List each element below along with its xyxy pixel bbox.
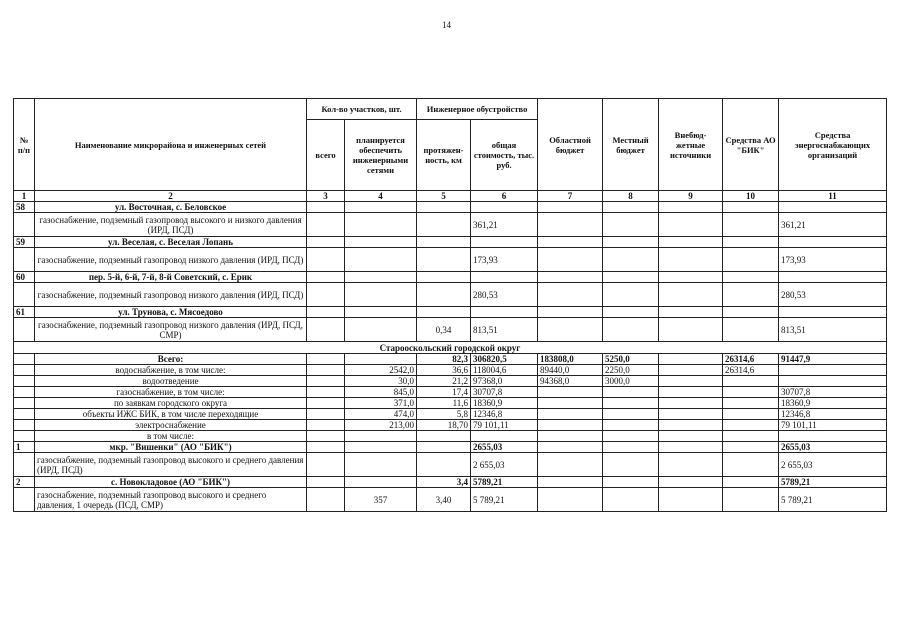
cell-c8 (603, 387, 659, 398)
row-number (14, 488, 35, 512)
table-row (14, 272, 887, 283)
cell-c5 (417, 442, 471, 453)
cell-c11: 361,21 (779, 213, 887, 237)
cell-c5 (417, 248, 471, 272)
header-local: Местный бюджет (603, 99, 659, 191)
cell-c6: 5789,21 (471, 477, 538, 488)
empty-cell (345, 307, 417, 318)
empty-cell (471, 307, 538, 318)
column-number-row (14, 191, 887, 202)
cell-c7 (538, 409, 603, 420)
empty-cell (779, 237, 887, 248)
table-row (14, 387, 887, 398)
cell-c6: 5 789,21 (471, 488, 538, 512)
cell-c10 (723, 387, 779, 398)
empty-cell (603, 202, 659, 213)
cell-c4: 2542,0 (345, 365, 417, 376)
cell-c9 (659, 398, 723, 409)
cell-c10 (723, 376, 779, 387)
cell-c11: 12346,8 (779, 409, 887, 420)
cell-c7: 94368,0 (538, 376, 603, 387)
cell-c8: 5250,0 (603, 354, 659, 365)
cell-c6: 79 101,11 (471, 420, 538, 431)
table-row (14, 248, 887, 272)
row-name: объекты ИЖС БИК, в том числе переходящие (35, 409, 307, 420)
header-aobik: Средства АО "БИК" (723, 99, 779, 191)
cell-c8 (603, 213, 659, 237)
header-count-group: Кол-во участков, шт. (307, 99, 417, 120)
cell-c11: 5789,21 (779, 477, 887, 488)
cell-c7: 89440,0 (538, 365, 603, 376)
cell-c3 (307, 488, 345, 512)
section-title: ул. Трунова, с. Мясоедово (35, 307, 307, 318)
cell-c7 (538, 442, 603, 453)
cell-c11: 173,93 (779, 248, 887, 272)
header-regional: Областной бюджет (538, 99, 603, 191)
table-row (14, 365, 887, 376)
cell-c6: 173,93 (471, 248, 538, 272)
header-total: всего (307, 120, 345, 191)
table-row (14, 283, 887, 307)
empty-cell (723, 307, 779, 318)
cell-c9 (659, 354, 723, 365)
section-title: ул. Восточная, с. Беловское (35, 202, 307, 213)
empty-cell (603, 307, 659, 318)
row-name: по заявкам городского округа (35, 398, 307, 409)
cell-c6: 18360,9 (471, 398, 538, 409)
empty-cell (345, 237, 417, 248)
table-row (14, 318, 887, 342)
cell-c4 (345, 354, 417, 365)
cell-c5: 0,34 (417, 318, 471, 342)
header-name: Наименование микрорайона и инженерных сетей (35, 99, 307, 191)
table-row (14, 307, 887, 318)
cell-c7 (538, 318, 603, 342)
cell-c11 (779, 431, 887, 442)
table-row (14, 420, 887, 431)
cell-c3 (307, 213, 345, 237)
table-row (14, 354, 887, 365)
cell-c6: 306820,5 (471, 354, 538, 365)
cell-c5 (417, 431, 471, 442)
cell-c5: 17,4 (417, 387, 471, 398)
header-eng-group: Инженерное обустройство (417, 99, 538, 120)
row-number (14, 420, 35, 431)
engineering-table (13, 98, 887, 512)
row-number (14, 248, 35, 272)
empty-cell (779, 307, 887, 318)
cell-c8 (603, 248, 659, 272)
cell-c7 (538, 453, 603, 477)
header-length: протяжен-ность, км (417, 120, 471, 191)
cell-c4: 30,0 (345, 376, 417, 387)
cell-c4 (345, 453, 417, 477)
empty-cell (538, 202, 603, 213)
cell-c5 (417, 213, 471, 237)
cell-c4: 213,00 (345, 420, 417, 431)
cell-c8 (603, 409, 659, 420)
row-number (14, 318, 35, 342)
cell-c6: 2 655,03 (471, 453, 538, 477)
row-number: 60 (14, 272, 35, 283)
cell-c3 (307, 365, 345, 376)
row-name: газоснабжение, подземный газопровод высокого и среднего давления, 1 очередь (ПСД, СМР) (35, 488, 307, 512)
header-extra: Внебюд-жетные источники (659, 99, 723, 191)
table-row (14, 453, 887, 477)
cell-c3 (307, 453, 345, 477)
cell-c5 (417, 453, 471, 477)
cell-c7 (538, 248, 603, 272)
cell-c9 (659, 442, 723, 453)
cell-c9 (659, 453, 723, 477)
cell-c9 (659, 420, 723, 431)
table-row (14, 477, 887, 488)
row-name: в том числе: (35, 431, 307, 442)
cell-c4 (345, 477, 417, 488)
cell-c6: 30707,8 (471, 387, 538, 398)
table-row (14, 202, 887, 213)
cell-c5: 3,4 (417, 477, 471, 488)
cell-c10 (723, 442, 779, 453)
cell-c9 (659, 318, 723, 342)
cell-c11 (779, 376, 887, 387)
cell-c10 (723, 398, 779, 409)
cell-c3 (307, 477, 345, 488)
row-number (14, 376, 35, 387)
empty-cell (307, 272, 345, 283)
section-title: пер. 5-й, 6-й, 7-й, 8-й Советский, с. Ерик (35, 272, 307, 283)
row-name: водоотведение (35, 376, 307, 387)
cell-c5: 3,40 (417, 488, 471, 512)
cell-c11: 91447,9 (779, 354, 887, 365)
cell-c6: 118004,6 (471, 365, 538, 376)
cell-c3 (307, 387, 345, 398)
cell-c7 (538, 398, 603, 409)
row-name: газоснабжение, подземный газопровод высокого и низкого давления (ИРД, ПСД) (35, 213, 307, 237)
row-number (14, 213, 35, 237)
empty-cell (538, 237, 603, 248)
cell-c5: 5,8 (417, 409, 471, 420)
empty-cell (417, 202, 471, 213)
column-number: 1 (14, 191, 35, 202)
empty-cell (345, 202, 417, 213)
cell-c7 (538, 431, 603, 442)
table-row (14, 342, 887, 354)
row-number: 1 (14, 442, 35, 453)
table-row (14, 442, 887, 453)
empty-cell (345, 272, 417, 283)
column-number: 5 (417, 191, 471, 202)
cell-c3 (307, 420, 345, 431)
empty-cell (659, 272, 723, 283)
header-cost: общая стоимость, тыс. руб. (471, 120, 538, 191)
cell-c3 (307, 318, 345, 342)
row-number (14, 365, 35, 376)
row-name: с. Новокладовое (АО "БИК") (35, 477, 307, 488)
row-number: 61 (14, 307, 35, 318)
column-number: 11 (779, 191, 887, 202)
cell-c3 (307, 283, 345, 307)
table-row (14, 431, 887, 442)
column-number: 2 (35, 191, 307, 202)
cell-c4 (345, 318, 417, 342)
cell-c8: 2250,0 (603, 365, 659, 376)
row-number (14, 387, 35, 398)
cell-c9 (659, 248, 723, 272)
cell-c10 (723, 409, 779, 420)
column-number: 6 (471, 191, 538, 202)
column-number: 8 (603, 191, 659, 202)
empty-cell (307, 307, 345, 318)
cell-c8 (603, 398, 659, 409)
cell-c11: 5 789,21 (779, 488, 887, 512)
cell-c8 (603, 420, 659, 431)
cell-c8 (603, 453, 659, 477)
row-name: электроснабжение (35, 420, 307, 431)
empty-cell (723, 272, 779, 283)
row-number (14, 453, 35, 477)
cell-c7 (538, 488, 603, 512)
cell-c8 (603, 477, 659, 488)
empty-cell (723, 202, 779, 213)
cell-c6: 280,53 (471, 283, 538, 307)
empty-cell (659, 237, 723, 248)
cell-c6: 2655,03 (471, 442, 538, 453)
district-title: Старооскольский городской округ (14, 342, 887, 354)
empty-cell (307, 202, 345, 213)
empty-cell (417, 237, 471, 248)
cell-c5: 11,6 (417, 398, 471, 409)
row-name: водоснабжение, в том числе: (35, 365, 307, 376)
column-number: 3 (307, 191, 345, 202)
header-num: № п/п (14, 99, 35, 191)
row-number: 2 (14, 477, 35, 488)
row-name: газоснабжение, подземный газопровод низкого давления (ИРД, ПСД) (35, 248, 307, 272)
cell-c8 (603, 431, 659, 442)
cell-c10 (723, 431, 779, 442)
empty-cell (659, 202, 723, 213)
cell-c10 (723, 283, 779, 307)
table-row (14, 398, 887, 409)
cell-c8 (603, 283, 659, 307)
cell-c3 (307, 431, 345, 442)
cell-c3 (307, 248, 345, 272)
table-row (14, 488, 887, 512)
column-number: 4 (345, 191, 417, 202)
cell-c7 (538, 213, 603, 237)
table-row (14, 409, 887, 420)
cell-c4 (345, 442, 417, 453)
table-row (14, 376, 887, 387)
cell-c6: 12346,8 (471, 409, 538, 420)
page-number: 14 (442, 20, 451, 30)
cell-c4: 371,0 (345, 398, 417, 409)
empty-cell (603, 237, 659, 248)
row-number (14, 409, 35, 420)
empty-cell (417, 272, 471, 283)
row-name: Всего: (35, 354, 307, 365)
cell-c11: 813,51 (779, 318, 887, 342)
empty-cell (307, 237, 345, 248)
cell-c9 (659, 283, 723, 307)
cell-c5: 36,6 (417, 365, 471, 376)
cell-c7 (538, 477, 603, 488)
cell-c10: 26314,6 (723, 365, 779, 376)
row-number: 58 (14, 202, 35, 213)
cell-c7 (538, 387, 603, 398)
cell-c10 (723, 488, 779, 512)
cell-c11 (779, 365, 887, 376)
empty-cell (471, 272, 538, 283)
cell-c10 (723, 213, 779, 237)
empty-cell (723, 237, 779, 248)
cell-c4 (345, 248, 417, 272)
empty-cell (417, 307, 471, 318)
cell-c5: 18,70 (417, 420, 471, 431)
cell-c8 (603, 442, 659, 453)
empty-cell (779, 272, 887, 283)
row-name: газоснабжение, в том числе: (35, 387, 307, 398)
cell-c8 (603, 318, 659, 342)
column-number: 9 (659, 191, 723, 202)
cell-c5 (417, 283, 471, 307)
cell-c4: 357 (345, 488, 417, 512)
cell-c4 (345, 213, 417, 237)
cell-c10 (723, 420, 779, 431)
cell-c4: 474,0 (345, 409, 417, 420)
empty-cell (538, 272, 603, 283)
column-number: 10 (723, 191, 779, 202)
cell-c5: 21,2 (417, 376, 471, 387)
row-number (14, 431, 35, 442)
table-row (14, 213, 887, 237)
row-name: газоснабжение, подземный газопровод низкого давления (ИРД, ПСД) (35, 283, 307, 307)
cell-c9 (659, 213, 723, 237)
cell-c6 (471, 431, 538, 442)
column-number: 7 (538, 191, 603, 202)
cell-c3 (307, 409, 345, 420)
cell-c6: 97368,0 (471, 376, 538, 387)
cell-c4 (345, 283, 417, 307)
cell-c11: 30707,8 (779, 387, 887, 398)
cell-c9 (659, 376, 723, 387)
cell-c9 (659, 431, 723, 442)
cell-c3 (307, 354, 345, 365)
cell-c10 (723, 318, 779, 342)
cell-c5: 82,3 (417, 354, 471, 365)
cell-c11: 2655,03 (779, 442, 887, 453)
header-planned: планируется обеспечить инженерными сетями (345, 120, 417, 191)
header-energy: Средства энергоснабжающих организаций (779, 99, 887, 191)
cell-c9 (659, 387, 723, 398)
cell-c3 (307, 376, 345, 387)
cell-c10 (723, 248, 779, 272)
empty-cell (659, 307, 723, 318)
cell-c11: 2 655,03 (779, 453, 887, 477)
cell-c10: 26314,6 (723, 354, 779, 365)
cell-c3 (307, 442, 345, 453)
row-number (14, 354, 35, 365)
empty-cell (779, 202, 887, 213)
cell-c11: 18360,9 (779, 398, 887, 409)
cell-c4: 845,0 (345, 387, 417, 398)
empty-cell (471, 202, 538, 213)
row-name: газоснабжение, подземный газопровод низкого давления (ИРД, ПСД, СМР) (35, 318, 307, 342)
cell-c10 (723, 453, 779, 477)
cell-c7 (538, 283, 603, 307)
row-number: 59 (14, 237, 35, 248)
cell-c9 (659, 365, 723, 376)
cell-c9 (659, 477, 723, 488)
section-title: ул. Веселая, с. Веселая Лопань (35, 237, 307, 248)
empty-cell (471, 237, 538, 248)
cell-c9 (659, 488, 723, 512)
table-row (14, 237, 887, 248)
cell-c8: 3000,0 (603, 376, 659, 387)
cell-c9 (659, 409, 723, 420)
cell-c6: 361,21 (471, 213, 538, 237)
cell-c10 (723, 477, 779, 488)
row-name: мкр. "Вишенки" (АО "БИК") (35, 442, 307, 453)
cell-c4 (345, 431, 417, 442)
cell-c8 (603, 488, 659, 512)
row-number (14, 283, 35, 307)
cell-c7 (538, 420, 603, 431)
cell-c3 (307, 398, 345, 409)
cell-c11: 79 101,11 (779, 420, 887, 431)
row-number (14, 398, 35, 409)
cell-c7: 183808,0 (538, 354, 603, 365)
row-name: газоснабжение, подземный газопровод высокого и среднего давления (ИРД, ПСД) (35, 453, 307, 477)
cell-c11: 280,53 (779, 283, 887, 307)
empty-cell (538, 307, 603, 318)
empty-cell (603, 272, 659, 283)
cell-c6: 813,51 (471, 318, 538, 342)
